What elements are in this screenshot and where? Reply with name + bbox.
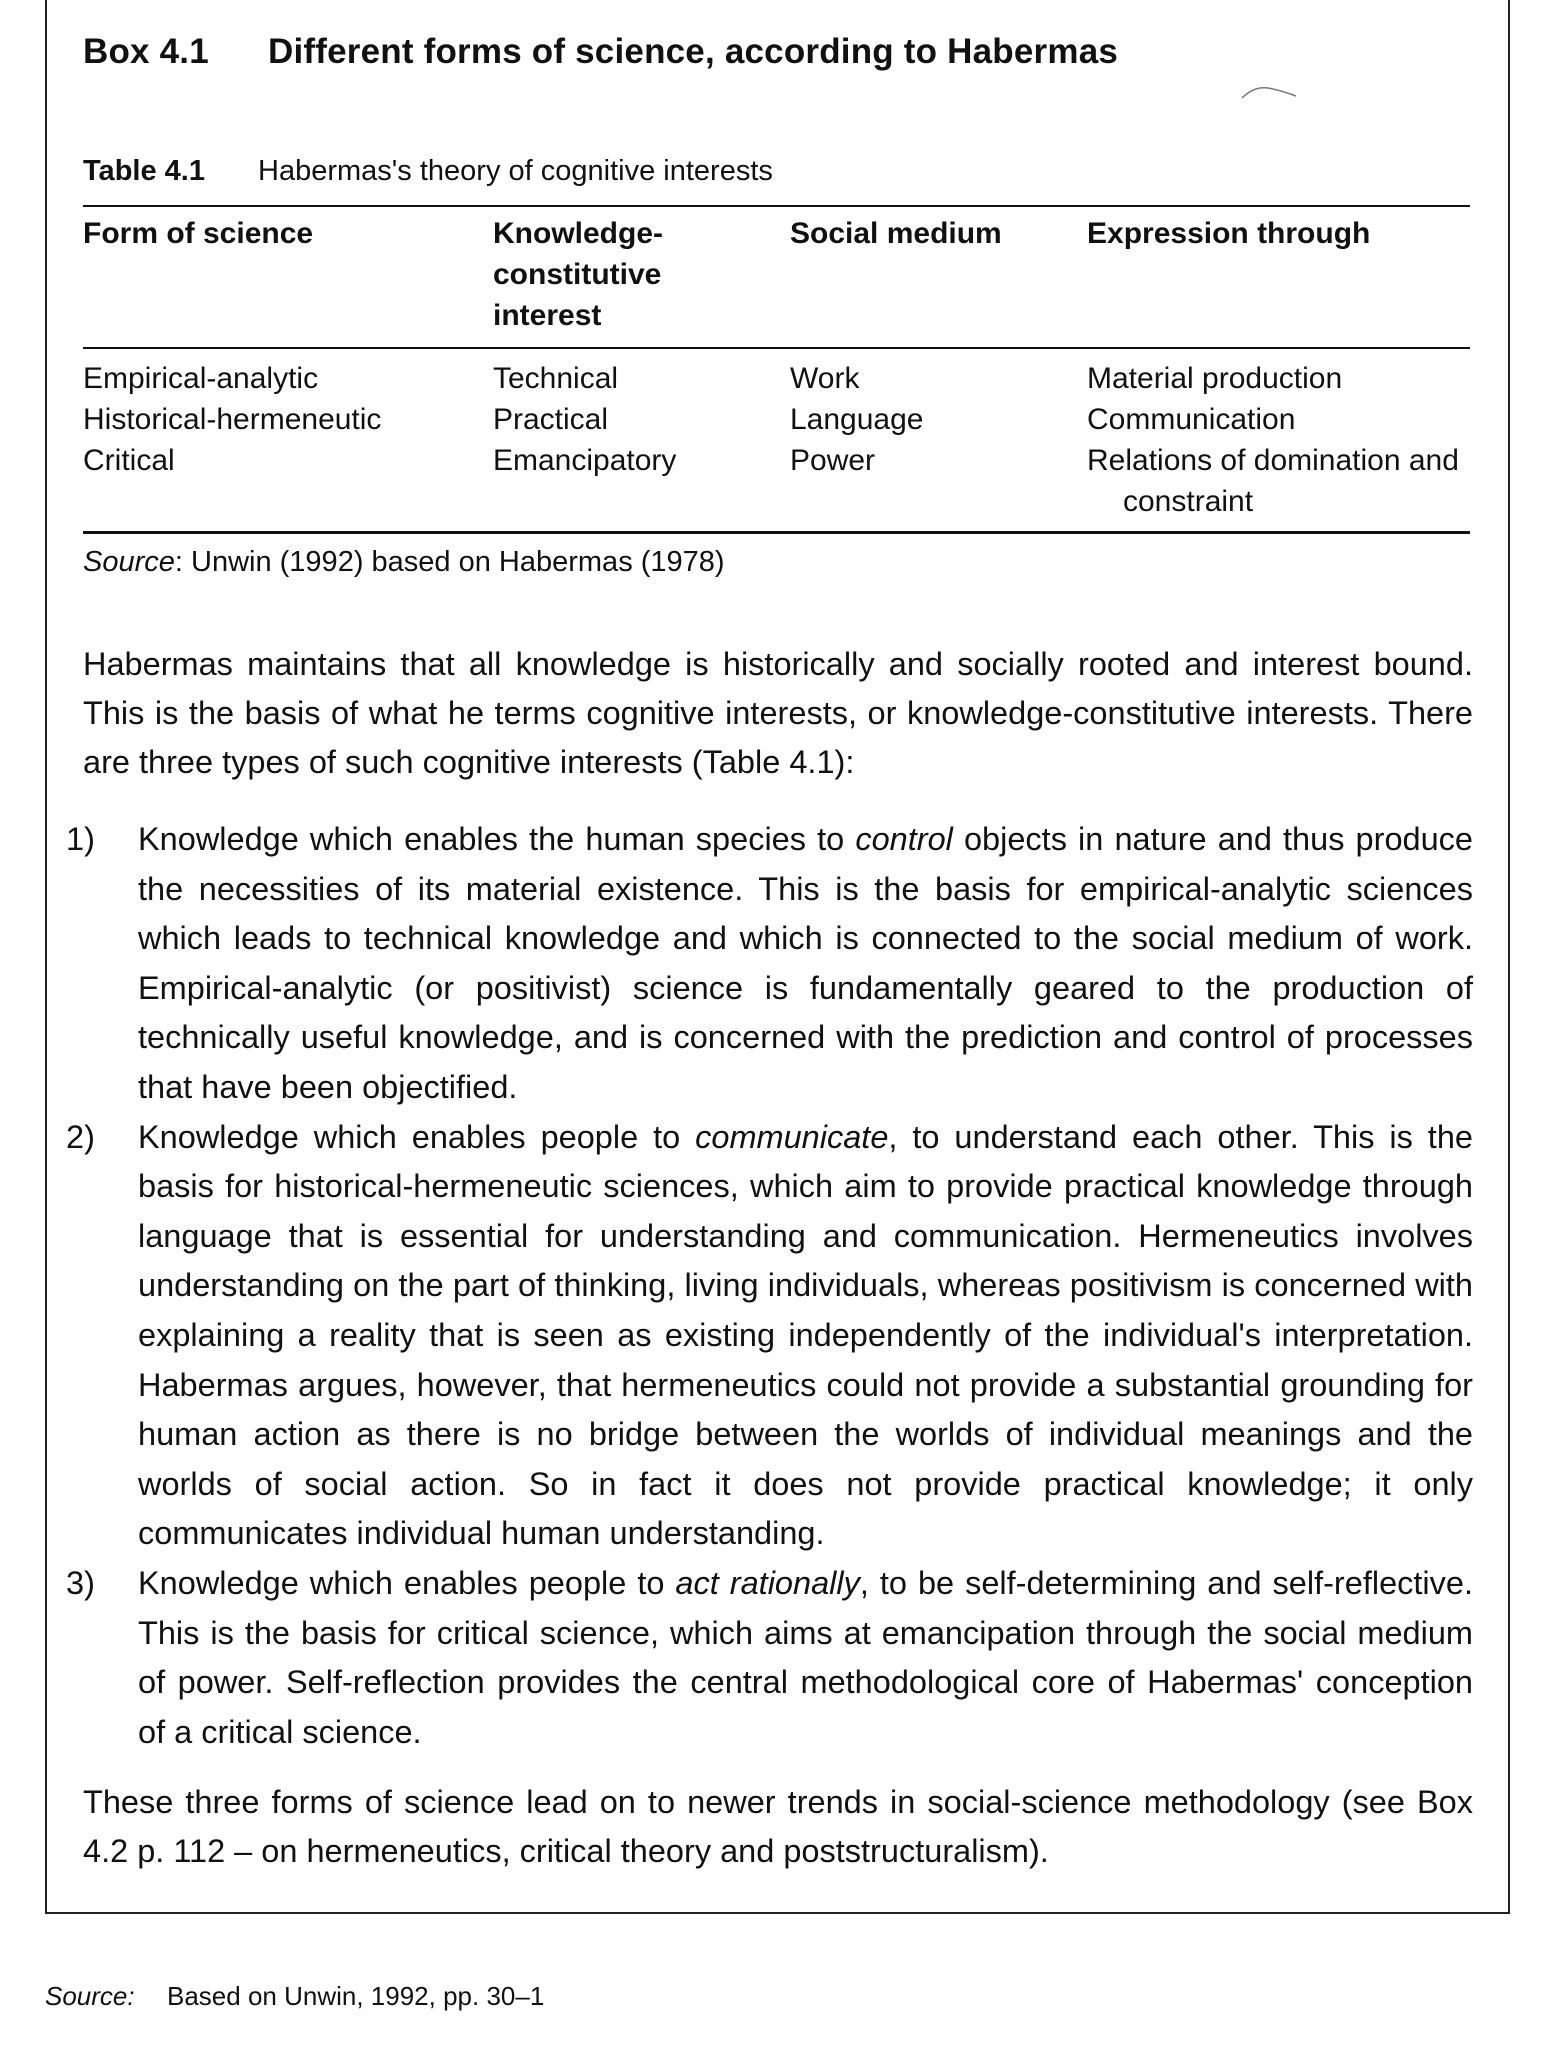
table-label: Table 4.1 <box>83 155 205 187</box>
box-title <box>83 32 1118 72</box>
list-item <box>60 1113 1473 1559</box>
page-source-text: Based on Unwin, 1992, pp. 30–1 <box>167 1981 545 2011</box>
list-marker: 3) <box>66 1564 95 1601</box>
page-source-label: Source: <box>45 1981 135 2011</box>
list-item-text: Knowledge which enables people to <box>138 1118 696 1155</box>
table-cell: Technical <box>493 362 619 395</box>
list-item-text: Knowledge which enables people to <box>138 1564 676 1601</box>
table-source-text: : Unwin (1992) based on Habermas (1978) <box>174 546 725 578</box>
column-header-line: Knowledge- <box>493 217 663 250</box>
column-header-line: constitutive <box>493 258 662 291</box>
box-title-text: Different forms of science, according to Habermas <box>268 32 1119 71</box>
list-item-emphasis: act rationally <box>675 1564 860 1601</box>
table-cell: Power <box>790 444 876 477</box>
table-caption <box>83 155 773 188</box>
list-item-text: , to understand each other. This is the basis for historical-hermeneutic sciences, which aim to provide practical knowledge through language that is essential for understanding and communication. Hermeneutics involves understanding on the part of thinking, living individuals, whereas positivism is concerned with explaining a reality that is seen as existing independently of the individual's interpretation. Habermas argues, however, that hermeneutics could not provide a substantial grounding for human action as there is no bridge between the worlds of individual meanings and the worlds of social action. So in fact it does not provide practical knowledge; it only communicates individual human understanding. <box>138 1118 1473 1552</box>
table-cell: Work <box>790 362 860 395</box>
table-cell: Material production <box>1087 362 1343 395</box>
list-item-text: Knowledge which enables the human species to <box>138 821 856 857</box>
table-cell-wrapped: Relations of domination and constraint <box>1087 444 1459 518</box>
table-cell: Empirical-analytic <box>83 362 319 395</box>
list-item-text: objects in nature and thus produce the necessities of its material existence. This is the basis for empirical-analytic sciences which leads to technical knowledge and which is connected to the social medium of work. Empirical-analytic (or positivist) science is fundamentally geared to the production of technically useful knowledge, and is concerned with the prediction and control of processes that have been objectified. <box>138 821 1474 1105</box>
table-cell: Communication <box>1087 403 1296 436</box>
table-cell: Critical <box>83 444 175 477</box>
column-header-line: Social medium <box>790 217 1002 250</box>
column-header-line: interest <box>493 299 602 332</box>
table-cell: Practical <box>493 403 609 436</box>
list-item <box>60 1559 1473 1757</box>
table-top-rule <box>83 205 1470 207</box>
table-bottom-rule <box>83 531 1470 534</box>
column-header-line: Expression through <box>1087 217 1371 250</box>
table-cell: Emancipatory <box>493 444 677 477</box>
column-header-form-of-science <box>83 213 313 254</box>
box-number: Box 4.1 <box>83 32 209 71</box>
table-caption-text: Habermas's theory of cognitive interests <box>258 155 773 187</box>
list-item <box>60 815 1473 1113</box>
table-cell: Historical-hermeneutic <box>83 403 382 436</box>
list-marker: 2) <box>66 1118 95 1155</box>
column-header-social-medium <box>790 213 1002 254</box>
page-source <box>45 1981 544 2012</box>
list-item-text: , to be self-determining and self-reflective. This is the basis for critical science, which aims at emancipation through the social medium of power. Self-reflection provides the central methodological core of Habermas' conception of a critical science. <box>138 1564 1473 1750</box>
list-marker: 1) <box>66 821 95 857</box>
column-header-line: Form of science <box>83 217 314 250</box>
pen-mark-decoration <box>1240 82 1300 102</box>
list-item-emphasis: communicate <box>695 1118 889 1155</box>
column-header-expression-through <box>1087 213 1370 254</box>
table-source <box>83 546 725 579</box>
cognitive-interest-list <box>60 815 1473 1757</box>
list-item-emphasis: control <box>855 821 953 857</box>
table-cell: Language <box>790 403 924 436</box>
closing-paragraph: These three forms of science lead on to newer trends in social-science methodology (see Box 4.2 p. 112 – on hermeneutics, critical theory and poststructuralism). <box>83 1784 1473 1869</box>
column-header-knowledge-constitutive-interest <box>493 213 663 336</box>
table-source-label: Source <box>83 546 175 578</box>
intro-paragraph: Habermas maintains that all knowledge is historically and socially rooted and interest bound. This is the basis of what he terms cognitive interests, or knowledge-constitutive interests. There are three types of such cognitive interests (Table 4.1): <box>83 646 1473 780</box>
table-header-rule <box>83 347 1470 349</box>
